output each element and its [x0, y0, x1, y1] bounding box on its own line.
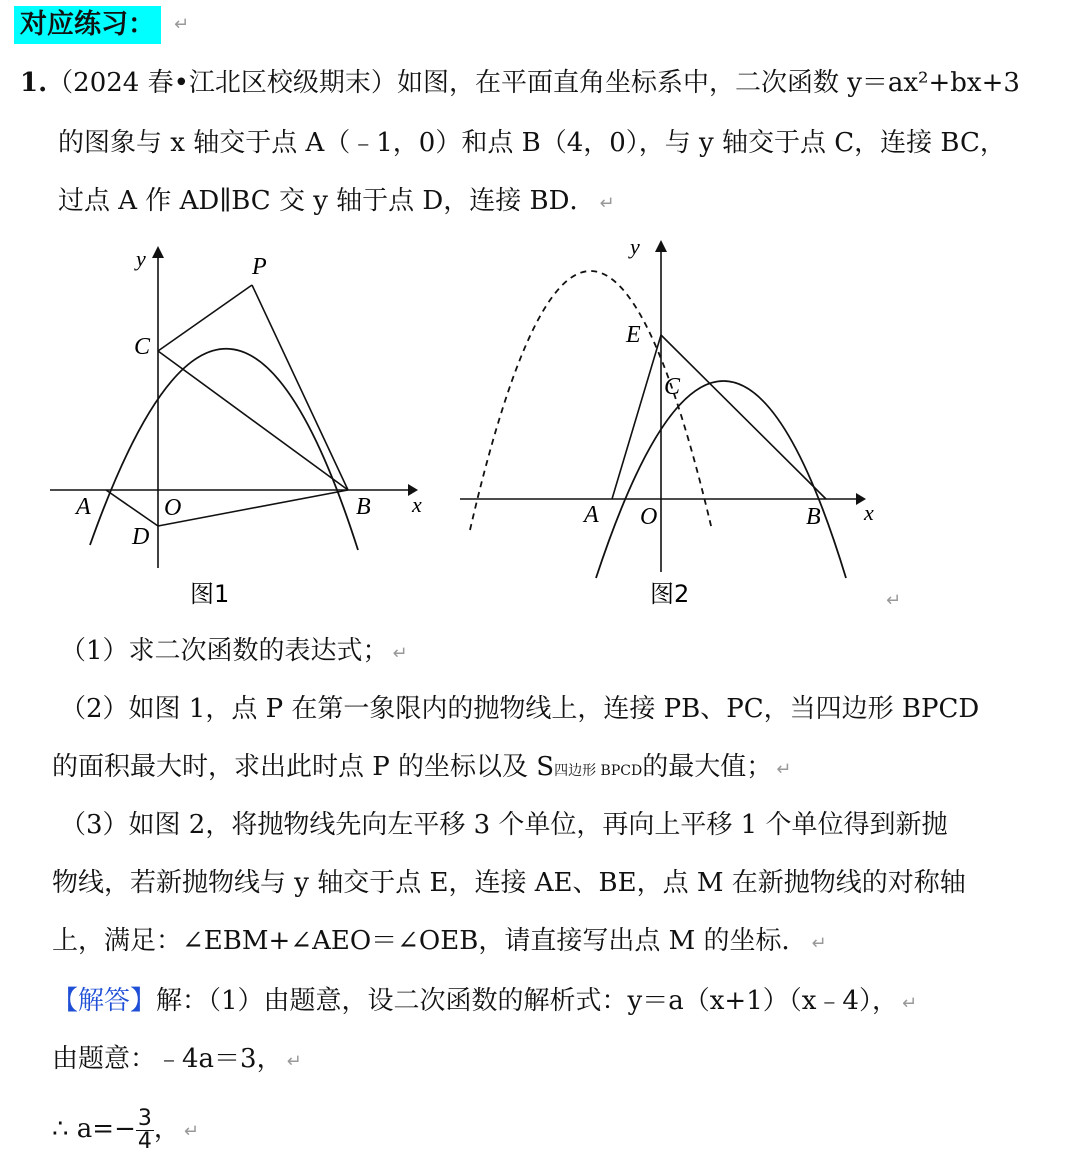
return-mark-icon: ↵ [811, 933, 827, 954]
answer-line-2: 由题意：﹣4a＝3， ↵ [52, 1044, 302, 1074]
label-P: P [252, 254, 267, 280]
return-mark-icon: ↵ [599, 193, 615, 214]
return-mark-icon: ↵ [886, 590, 902, 611]
label-D: D [132, 524, 150, 550]
figure-2-caption: 图2 [650, 580, 690, 608]
area-subscript: 四边形 BPCD [554, 763, 643, 779]
problem-line-3: 过点 A 作 AD∥BC 交 y 轴于点 D，连接 BD． ↵ [58, 186, 615, 216]
return-mark-icon: ↵ [174, 14, 190, 35]
y-axis-arrow-icon [655, 240, 667, 252]
segment-DB [158, 490, 348, 526]
return-mark-icon: ↵ [286, 1051, 302, 1072]
label-E: E [626, 322, 641, 348]
return-mark-icon: ↵ [392, 643, 408, 664]
fraction: $\frac{3}{4}$ [137, 1105, 152, 1154]
label-B: B [806, 504, 821, 530]
return-mark-icon: ↵ [901, 993, 918, 1014]
answer-tag: 【解答】 [52, 986, 157, 1016]
segment-EB [661, 335, 826, 499]
segment-PB [252, 285, 348, 490]
segment-AD [106, 490, 158, 526]
y-axis-arrow-icon [152, 246, 164, 258]
return-mark-icon: ↵ [183, 1121, 199, 1142]
label-y: y [136, 246, 146, 271]
question-2-line-2: 的面积最大时，求出此时点 P 的坐标以及 S四边形 BPCD的最大值； ↵ [52, 752, 792, 782]
label-x: x [412, 492, 422, 517]
figure-2 [450, 232, 900, 620]
problem-line-2: 的图象与 x 轴交于点 A（﹣1，0）和点 B（4，0），与 y 轴交于点 C，连接 BC， [58, 128, 1006, 158]
label-O: O [164, 495, 182, 521]
parabola [90, 349, 358, 550]
label-x: x [864, 500, 874, 525]
parabola [596, 381, 846, 578]
question-2-line-1: （2）如图 1，点 P 在第一象限内的抛物线上，连接 PB、PC，当四边形 BPCD [60, 694, 980, 724]
problem-number: 1. [20, 68, 48, 98]
section-header: 对应练习： [14, 6, 161, 44]
problem-line-1: 1.（2024 春•江北区校级期末）如图，在平面直角坐标系中，二次函数 y＝ax²+bx+3 [20, 68, 1020, 98]
label-O: O [640, 504, 658, 530]
new-parabola-dashed [470, 271, 712, 530]
segment-CP [158, 285, 252, 351]
label-C: C [664, 374, 681, 400]
question-1: （1）求二次函数的表达式； ↵ [60, 636, 408, 666]
answer-line-1: 【解答】解：（1）由题意，设二次函数的解析式：y＝a（x+1）（x﹣4）， ↵ [52, 986, 918, 1016]
question-3-line-2: 物线，若新抛物线与 y 轴交于点 E，连接 AE、BE，点 M 在新抛物线的对称轴 [52, 868, 966, 898]
answer-line-3: ∴ a=− $\frac{3}{4}$ ， ↵ [52, 1105, 199, 1154]
label-y: y [630, 234, 640, 259]
question-3-line-3: 上，满足：∠EBM+∠AEO＝∠OEB，请直接写出点 M 的坐标． ↵ [52, 926, 827, 956]
question-3-line-1: （3）如图 2，将抛物线先向左平移 3 个单位，再向上平移 1 个单位得到新抛 [60, 810, 948, 840]
figure-1-caption: 图1 [190, 580, 230, 608]
problem-source: （2024 春•江北区校级期末） [47, 68, 397, 98]
figure-1 [40, 240, 440, 620]
segment-CB [158, 351, 348, 490]
label-A: A [584, 502, 599, 528]
label-A: A [76, 494, 91, 520]
label-C: C [134, 334, 151, 360]
return-mark-icon: ↵ [776, 759, 792, 780]
label-B: B [356, 494, 371, 520]
